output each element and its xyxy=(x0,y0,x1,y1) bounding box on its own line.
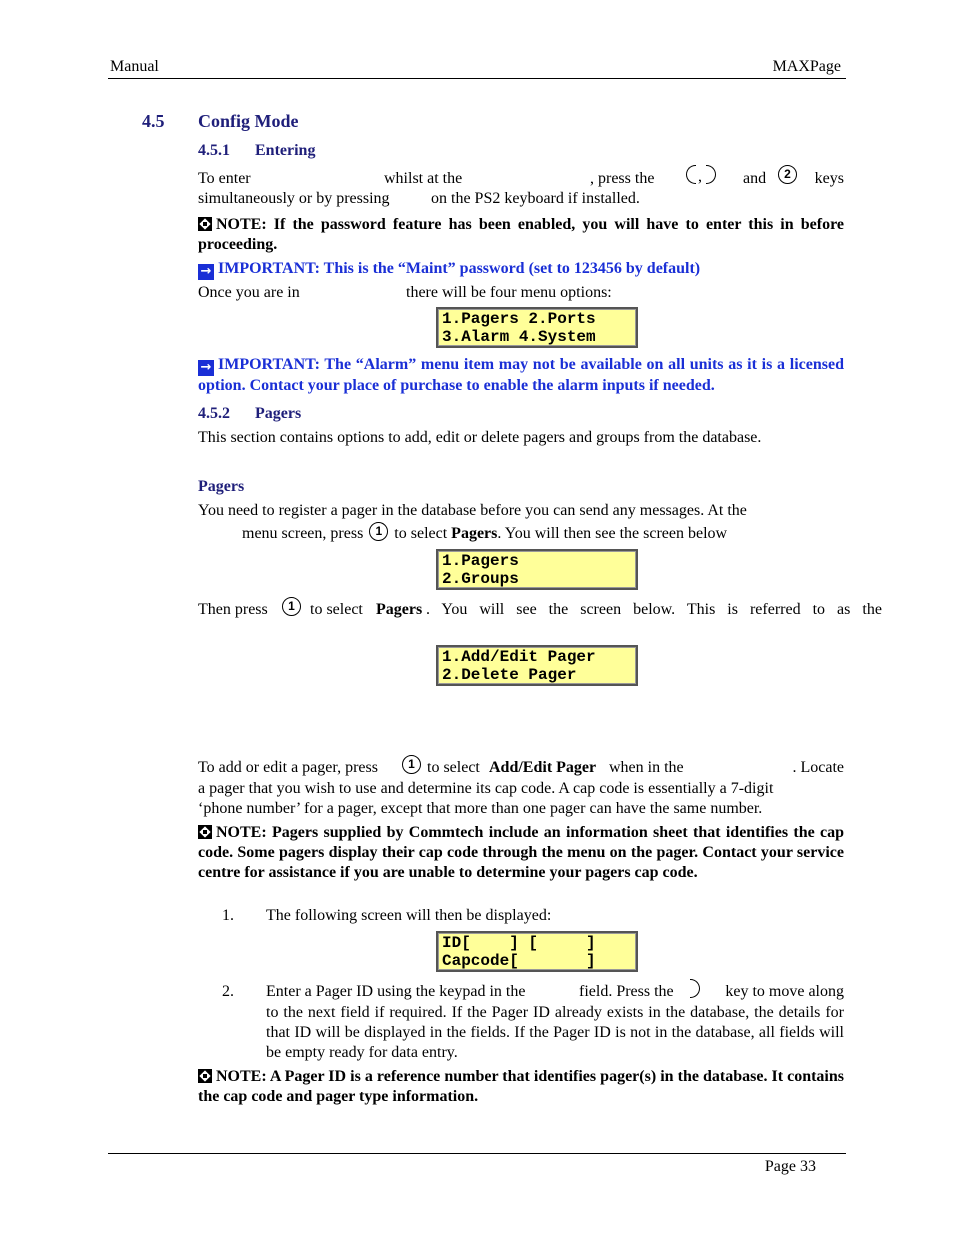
once-text-b: there will be four menu options: xyxy=(406,284,612,301)
step-number: 1. xyxy=(222,907,234,924)
note-icon xyxy=(198,217,212,231)
lcd-line: 1.Add/Edit Pager xyxy=(442,648,596,666)
subsection-title: Pagers xyxy=(255,405,302,422)
lcd-pager-submenu xyxy=(436,645,638,686)
one-key-icon: 1 xyxy=(367,522,390,539)
pagers-heading: Pagers xyxy=(198,478,245,495)
text: , press the xyxy=(590,170,655,187)
important-alarm: → IMPORTANT: The “Alarm” menu item may not be available on all units as it is a licensed option. Contact your place of purchase to enable the alarm inputs if needed. xyxy=(198,356,844,394)
note-icon xyxy=(198,1069,212,1083)
then-press-line: Then press 1 to select Pagers . You will see the screen below. This is referred to as the xyxy=(198,599,882,618)
lcd-line: ID[ ] [ ] xyxy=(442,934,596,952)
section-number: 4.5 xyxy=(142,111,165,131)
lcd-line: 2.Delete Pager xyxy=(442,666,577,684)
one-key-icon: 1 xyxy=(400,755,423,774)
page-number: Page 33 xyxy=(764,1158,816,1175)
c-key-icon xyxy=(686,165,696,184)
step2-line1: Enter a Pager ID using the keypad in the field. Press the key to move along xyxy=(266,983,844,1003)
two-key-icon: 2 xyxy=(776,165,799,184)
arrow-right-icon: → xyxy=(198,360,214,376)
right-half-key-icon xyxy=(690,979,700,998)
lcd-main-menu xyxy=(436,307,638,348)
section-description: This section contains options to add, edit or delete pagers and groups from the database. xyxy=(198,429,762,446)
lcd-line: 1.Pagers 2.Ports xyxy=(442,310,596,328)
text: To enter xyxy=(198,170,251,187)
comma: , xyxy=(698,168,702,185)
add-edit-line1: To add or edit a pager, press 1 to select Add/Edit Pager when in the . Locate xyxy=(198,757,844,776)
text: simultaneously or by pressing xyxy=(198,190,390,207)
subsection-number: 4.5.1 xyxy=(198,142,230,159)
header-rule xyxy=(108,78,846,79)
enter-paragraph-line2 xyxy=(198,190,390,208)
one-key-icon: 1 xyxy=(280,597,303,616)
lcd-line: 3.Alarm 4.System xyxy=(442,328,596,346)
important-maint-password: → IMPORTANT: This is the “Maint” password (set to 123456 by default) xyxy=(198,259,844,280)
step2-rest: to the next field if required. If the Pager ID already exists in the database, the details for that ID will be displayed in the fields. If the Pager ID is not in the database, all fields will be empty ready for data entry. xyxy=(266,1004,844,1061)
lcd-line: Capcode[ ] xyxy=(442,952,596,970)
text: and xyxy=(743,170,767,187)
footer-rule xyxy=(108,1153,846,1154)
lcd-line: 2.Groups xyxy=(442,570,519,588)
step-text: The following screen will then be displayed: xyxy=(266,907,552,924)
enter-paragraph-line2b: on the PS2 keyboard if installed. xyxy=(431,190,640,207)
lcd-pagers-menu xyxy=(436,549,638,590)
step-number: 2. xyxy=(222,983,234,1000)
register-line2: menu screen, press 1 to select Pagers. You will then see the screen below xyxy=(242,524,728,543)
arrow-right-icon: → xyxy=(198,264,214,280)
subsection-title: Entering xyxy=(255,142,316,159)
add-edit-line3: ‘phone number’ for a pager, except that more than one pager can have the same number. xyxy=(198,800,763,817)
note-cap-code: NOTE: Pagers supplied by Commtech include an information sheet that identifies the cap code. Some pagers display their cap code through the menu on the pager. Contact your service centre for assistance if you are unable to determine your pagers cap code. xyxy=(198,824,844,881)
register-line1: You need to register a pager in the database before you can send any messages. At the xyxy=(198,502,747,519)
lcd-line: 1.Pagers xyxy=(442,552,519,570)
subsection-number: 4.5.2 xyxy=(198,405,230,422)
enter-paragraph-line1 xyxy=(198,167,844,190)
section-title: Config Mode xyxy=(198,111,299,131)
lcd-pager-entry xyxy=(436,931,638,972)
header-product: MAXPage xyxy=(772,58,841,75)
once-text-a: Once you are in xyxy=(198,284,300,301)
header-manual: Manual xyxy=(110,58,159,75)
add-edit-line2: a pager that you wish to use and determine its cap code. A cap code is essentially a 7-digit xyxy=(198,780,774,797)
note-password: NOTE: If the password feature has been enabled, you will have to enter this in before proceeding. xyxy=(198,216,844,253)
note-icon xyxy=(198,825,212,839)
text: whilst at the xyxy=(384,170,463,187)
note-pager-id: NOTE: A Pager ID is a reference number that identifies pager(s) in the database. It contains the cap code and pager type information. xyxy=(198,1068,844,1105)
text: keys xyxy=(814,170,844,187)
one-half-key-icon xyxy=(706,165,716,184)
